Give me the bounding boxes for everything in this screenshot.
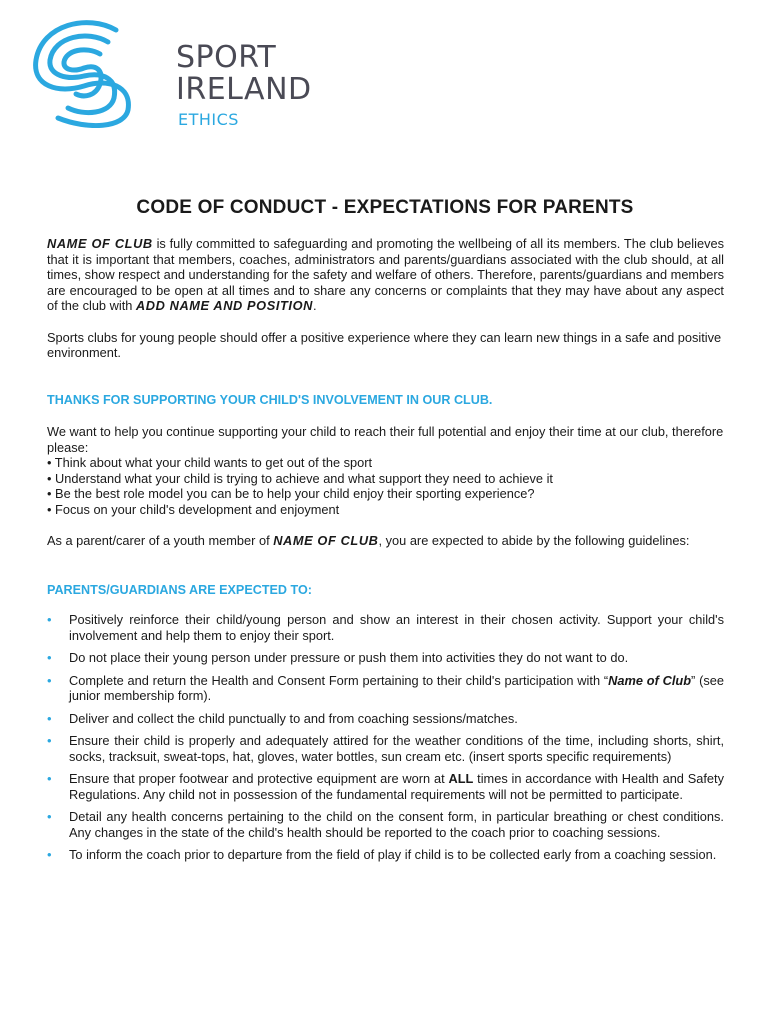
support-item: • Focus on your child's development and enjoyment <box>47 501 340 517</box>
expected-heading: PARENTS/GUARDIANS ARE EXPECTED TO: <box>47 582 312 597</box>
list-item: • Ensure their child is properly and adequately attired for the weather conditions of the time, including shorts, shirt, socks, tracksuit, sweat-tops, hat, gloves, water bottles, sun cream etc. (insert sports specific requirements) <box>47 733 724 764</box>
thanks-heading: THANKS FOR SUPPORTING YOUR CHILD'S INVOLVEMENT IN OUR CLUB. <box>47 392 493 407</box>
bullet-icon: • <box>47 672 52 688</box>
sport-ireland-logo <box>28 16 318 128</box>
list-item: • To inform the coach prior to departure from the field of play if child is to be collected early from a coaching session. <box>47 847 717 862</box>
list-item: • Positively reinforce their child/young person and show an interest in their chosen activity. Support your child's involvement and help them to enjoy their sport. <box>47 612 724 643</box>
intro-text: is fully committed to safeguarding and promoting the wellbeing of all its members. The club believes that it is important that members, coaches, administrators and parents/guardians associated with the club should, at all times, show respect and understanding for the safety and welfare of others. Therefore, parents/guardians and members are encouraged to be open at all times and to share any concerns or complaints that they may have about any aspect of the club with <box>47 236 724 313</box>
support-item: • Think about what your child wants to get out of the sport <box>47 455 373 470</box>
bullet-icon: • <box>47 847 52 862</box>
list-item: • Deliver and collect the child punctually to and from coaching sessions/matches. <box>47 710 518 726</box>
club-name-placeholder: NAME OF CLUB <box>47 236 153 251</box>
bullet-icon: • <box>47 650 52 665</box>
support-intro: We want to help you continue supporting your child to reach their full potential and enjoy their time at our club, therefore please: <box>47 424 724 455</box>
support-item: • Be the best role model you can be to help your child enjoy their sporting experience? <box>47 486 535 501</box>
guidelines-post: , you are expected to abide by the following guidelines: <box>378 533 690 548</box>
bullet-icon: • <box>47 771 52 786</box>
list-item: • Complete and return the Health and Consent Form pertaining to their child's participation with “Name of Club” (see junior membership form). <box>47 672 724 703</box>
club-name-placeholder: NAME OF CLUB <box>273 533 379 548</box>
bullet-icon: • <box>47 710 52 726</box>
sport-ireland-s-icon <box>28 16 140 128</box>
logo-line-ireland: IRELAND <box>176 72 312 107</box>
bullet-icon: • <box>47 612 52 627</box>
bullet-icon: • <box>47 733 52 748</box>
bullet-icon: • <box>47 809 52 824</box>
document-body <box>47 236 724 863</box>
logo-line-ethics: ETHICS <box>178 110 239 129</box>
support-item: • Understand what your child is trying to achieve and what support they need to achieve it <box>47 470 553 486</box>
list-item: • Detail any health concerns pertaining to the child on the consent form, in particular breathing or chest conditions. Any changes in the state of the child's health should be reported to the coach prior to coaching sessions. <box>47 809 724 840</box>
list-item: • Ensure that proper footwear and protective equipment are worn at ALL times in accordance with Health and Safety Regulations. Any child not in possession of the fundamental requirements will not be permitted to participate. <box>47 771 725 802</box>
intro-end: . <box>313 298 317 313</box>
logo-line-sport: SPORT <box>176 40 277 75</box>
all-emphasis: ALL <box>448 771 474 786</box>
add-name-placeholder: ADD NAME AND POSITION <box>135 298 313 313</box>
club-name-emphasis: Name of Club <box>608 672 692 688</box>
intro-paragraph <box>47 236 724 314</box>
page-title: CODE OF CONDUCT - EXPECTATIONS FOR PARENTS <box>136 197 634 218</box>
positive-experience-paragraph: Sports clubs for young people should offer a positive experience where they can learn new things in a safe and positive environment. <box>47 329 722 360</box>
expected-list <box>47 612 724 863</box>
list-item: • Do not place their young person under pressure or push them into activities they do not want to do. <box>47 650 629 665</box>
guidelines-pre: As a parent/carer of a youth member of <box>47 533 274 548</box>
guidelines-paragraph <box>47 533 724 549</box>
